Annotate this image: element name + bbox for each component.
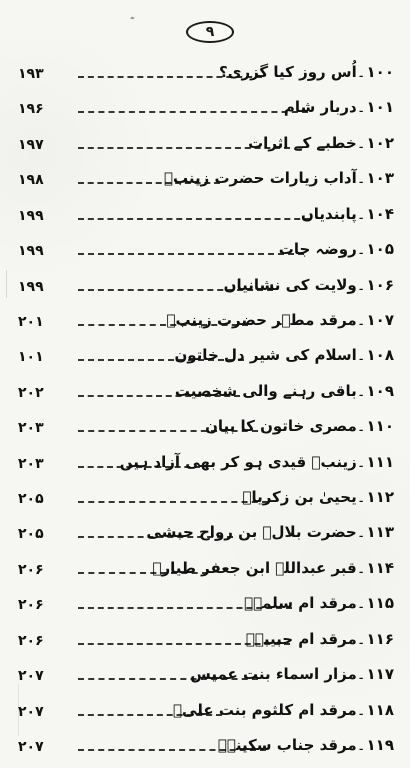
toc-row: [0, 134, 410, 163]
entry-page-number: ۲۰۷: [18, 739, 44, 755]
entry-label: [284, 98, 394, 117]
toc-row: [0, 276, 410, 305]
entry-separator: ۔: [356, 630, 366, 648]
entry-title: مرقد ام سلمہؓ: [244, 594, 357, 612]
entry-separator: ۔: [356, 311, 366, 329]
entry-number: ۱۰۱: [366, 98, 394, 116]
entry-number: ۱۰۲: [366, 134, 394, 152]
entry-page-number: ۲۰۲: [18, 385, 44, 401]
entry-separator: ۔: [356, 488, 366, 506]
entry-separator: ۔: [356, 382, 366, 400]
entry-page-number: ۱۹۶: [18, 101, 44, 117]
entry-page-number: ۱۹۷: [18, 137, 44, 153]
entry-title: مرقد ام کلثوم بنت علیؑ: [173, 701, 357, 719]
page-number-badge: ۹: [186, 21, 234, 43]
entry-label: [279, 240, 394, 259]
entry-title: ولایت کی نشانیاں: [223, 276, 357, 294]
entry-number: ۱۰۸: [366, 346, 394, 364]
entry-page-number: ۲۰۱: [18, 314, 44, 330]
entry-title: پابندیاں: [300, 205, 357, 223]
entry-number: ۱۰۶: [366, 276, 394, 294]
entry-label: [175, 382, 394, 401]
entry-separator: ۔: [356, 453, 366, 471]
entry-number: ۱۰۳: [366, 169, 394, 187]
entry-page-number: ۲۰۵: [18, 491, 44, 507]
entry-number: ۱۰۵: [366, 240, 394, 258]
entry-title: دربار شام: [283, 98, 357, 116]
entry-page-number: ۱۹۹: [18, 243, 44, 259]
entry-separator: ۔: [356, 205, 366, 223]
entry-page-number: ۲۰۶: [18, 562, 44, 578]
entry-title: اسلام کی شیر دل خاتون: [174, 346, 357, 364]
entry-number: ۱۱۵: [366, 594, 394, 612]
entry-page-number: ۱۹۳: [18, 66, 44, 82]
entry-label: [246, 630, 394, 649]
dotted-leader: [78, 501, 268, 503]
entry-number: ۱۱۹: [366, 736, 394, 754]
entry-label: [146, 523, 394, 542]
entry-title: حضرت بلالؓ بن رواح حبشی: [146, 523, 357, 541]
entry-title: مرقد ام حبیبہؓ: [245, 630, 357, 648]
entry-label: [190, 665, 394, 684]
entry-number: ۱۱۱: [366, 453, 394, 471]
entry-title: خطبے کے اثرات: [248, 134, 357, 152]
entry-page-number: ۲۰۶: [18, 597, 44, 613]
entry-number: ۱۱۰: [366, 417, 394, 435]
entry-label: [242, 488, 394, 507]
entry-page-number: ۲۰۷: [18, 704, 44, 720]
entry-page-number: ۲۰۷: [18, 668, 44, 684]
entry-separator: ۔: [356, 701, 366, 719]
dotted-leader: [78, 111, 308, 113]
entry-label: [219, 63, 394, 82]
toc-row: [0, 594, 410, 623]
entry-number: ۱۱۶: [366, 630, 394, 648]
entry-separator: ۔: [356, 594, 366, 612]
entry-page-number: ۲۰۵: [18, 526, 44, 542]
toc-row: [0, 240, 410, 269]
toc-row: [0, 63, 410, 92]
entry-page-number: ۱۹۹: [18, 279, 44, 295]
entry-label: [248, 134, 394, 153]
entry-number: ۱۰۴: [366, 205, 394, 223]
toc-row: [0, 736, 410, 765]
entry-page-number: ۲۰۶: [18, 633, 44, 649]
entry-title: روضہ جات: [278, 240, 357, 258]
entry-label: [120, 453, 394, 472]
toc-row: [0, 417, 410, 446]
entry-separator: ۔: [356, 63, 366, 81]
page-header: [0, 0, 410, 52]
entry-title: مصری خاتون کا بیان: [205, 417, 357, 435]
entry-title: آداب زیارات حضرت زینبؑ: [163, 169, 357, 187]
entry-label: [205, 417, 394, 436]
entry-title: مرقد جناب سکینہؑ: [217, 736, 357, 754]
dotted-leader: [78, 218, 310, 220]
entry-separator: ۔: [356, 276, 366, 294]
entry-label: [301, 205, 394, 224]
entry-title: یحییٰ بن زکریاؑ: [242, 488, 357, 506]
entry-separator: ۔: [356, 559, 366, 577]
entry-separator: ۔: [356, 134, 366, 152]
entry-page-number: ۲۰۳: [18, 420, 44, 436]
toc-row: [0, 701, 410, 730]
toc-row: [0, 169, 410, 198]
entry-number: ۱۰۹: [366, 382, 394, 400]
entry-label: [218, 736, 394, 755]
toc-row: [0, 559, 410, 588]
toc-row: [0, 523, 410, 552]
entry-page-number: ۲۰۳: [18, 456, 44, 472]
entry-page-number: ۱۰۱: [18, 349, 44, 365]
entry-number: ۱۱۲: [366, 488, 394, 506]
entry-separator: ۔: [356, 736, 366, 754]
entry-separator: ۔: [356, 346, 366, 364]
toc-row: [0, 98, 410, 127]
entry-number: ۱۰۰: [366, 63, 394, 81]
toc-row: [0, 453, 410, 482]
entry-label: [173, 701, 394, 720]
entry-separator: ۔: [356, 240, 366, 258]
entry-label: [174, 346, 394, 365]
entry-title: باقی رہنے والی شخصیت: [174, 382, 357, 400]
entry-number: ۱۱۳: [366, 523, 394, 541]
entry-page-number: ۱۹۸: [18, 172, 44, 188]
entry-separator: ۔: [356, 523, 366, 541]
entry-title: اُس روز کیا گزری؟: [219, 63, 357, 81]
entry-title: زینبؑ قیدی ہو کر بھی آزاد ہیں: [119, 453, 357, 471]
entry-number: ۱۱۷: [366, 665, 394, 683]
entry-label: [166, 311, 394, 330]
entry-title: مرقد مطہر حضرت زینبؑ: [166, 311, 357, 329]
dotted-leader: [78, 253, 304, 255]
toc-row: [0, 382, 410, 411]
entry-label: [224, 276, 394, 295]
toc-row: [0, 665, 410, 694]
toc-row: [0, 630, 410, 659]
entry-number: ۱۰۷: [366, 311, 394, 329]
toc-row: [0, 346, 410, 375]
toc-row: [0, 311, 410, 340]
table-of-contents: [0, 50, 410, 768]
entry-label: [152, 559, 394, 578]
entry-title: مزار اسماء بنت عمیس: [190, 665, 357, 683]
toc-row: [0, 488, 410, 517]
entry-separator: ۔: [356, 417, 366, 435]
entry-separator: ۔: [356, 169, 366, 187]
entry-label: [244, 594, 394, 613]
entry-title: قبر عبداللہ ابن جعفر طیارؓ: [152, 559, 357, 577]
toc-row: [0, 205, 410, 234]
entry-number: ۱۱۴: [366, 559, 394, 577]
entry-separator: ۔: [356, 98, 366, 116]
entry-separator: ۔: [356, 665, 366, 683]
entry-label: [164, 169, 394, 188]
entry-number: ۱۱۸: [366, 701, 394, 719]
entry-page-number: ۱۹۹: [18, 208, 44, 224]
